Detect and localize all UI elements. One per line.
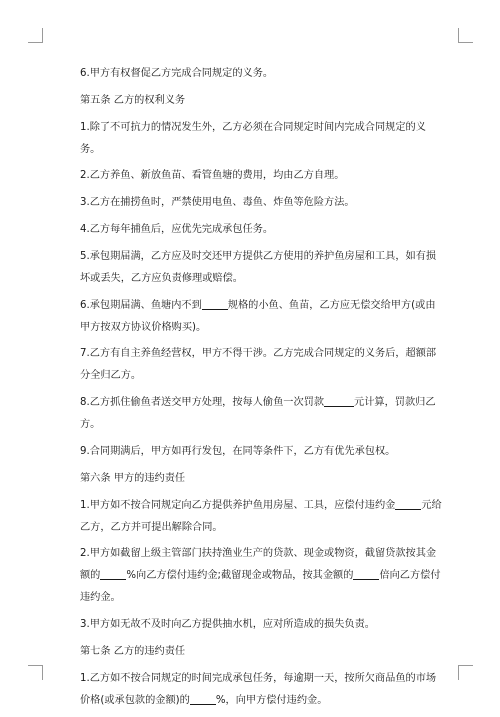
text-segment: 1.乙方如不按合同规定的时间完成承包任务，每逾期一天，按所欠商品鱼的市场价格(或承包款的金额)的 [80,672,437,706]
fill-in-blank [324,394,354,407]
crop-mark-bottom-right [458,665,473,680]
text-segment: 2.甲方如截留上级主管部门扶持渔业生产的贷款、现金或物资，截留贷款按其金额的 [80,548,437,582]
section-heading-7: 第七条 乙方的违约责任 [80,645,186,657]
crop-mark-top-left [28,28,43,43]
section-heading-5: 第五条 乙方的权利义务 [80,94,186,106]
text-segment: 8.乙方抓住偷鱼者送交甲方处理，按每人偷鱼一次罚款 [80,397,325,409]
text-segment: 1.甲方如不按合同规定向乙方提供养护鱼用房屋、工具，应偿付违约金 [80,499,396,511]
paragraph [80,543,442,609]
fill-in-blank [353,567,379,580]
paragraph [80,495,442,539]
paragraph [80,392,442,436]
fill-in-blank [190,692,216,705]
paragraph: 9.合同期满后，甲方如再行发包，在同等条件下，乙方有优先承包权。 [80,445,396,457]
text-segment: %向乙方偿付违约金;截留现金或物品，按其金额的 [126,570,354,582]
section-heading-6: 第六条 甲方的违约责任 [80,472,186,484]
paragraph: 3.甲方如无故不及时向乙方提供抽水机，应对所造成的损失负责。 [80,619,375,631]
paragraph: 5.承包期届满，乙方应及时交还甲方提供乙方使用的养护鱼房屋和工具，如有损坏或丢失，乙方应负责修理或赔偿。 [80,250,437,284]
crop-mark-top-right [458,28,473,43]
document-body [80,63,442,717]
text-segment: 6.承包期届满、鱼塘内不到 [80,299,202,311]
paragraph: 2.乙方养鱼、新放鱼苗、看管鱼塘的费用，均由乙方自理。 [80,170,345,182]
paragraph: 7.乙方有自主养鱼经营权，甲方不得干涉。乙方完成合同规定的义务后，超额部分全归乙方。 [80,348,437,382]
fill-in-blank [100,567,126,580]
paragraph [80,668,442,712]
paragraph: 4.乙方每年捕鱼后，应优先完成承包任务。 [80,223,274,235]
paragraph [80,295,442,339]
paragraph: 6.甲方有权督促乙方完成合同规定的义务。 [80,68,274,79]
text-segment: 元给乙方，乙方并可提出解除合同。 [80,499,442,533]
text-segment: 倍向乙方偿付违约金。 [80,570,441,604]
fill-in-blank [395,497,421,510]
paragraph: 1.除了不可抗力的情况发生外，乙方必须在合同规定时间内完成合同规定的义务。 [80,121,426,155]
paragraph: 3.乙方在捕捞鱼时，严禁使用电鱼、毒鱼、炸鱼等危险方法。 [80,197,355,209]
fill-in-blank [202,297,228,310]
crop-mark-bottom-left [28,665,43,680]
text-segment: 元计算，罚款归乙方。 [80,397,436,431]
text-segment: %，向甲方偿付违约金。 [215,694,328,706]
text-segment: 规格的小鱼、鱼苗，乙方应无偿交给甲方(或由甲方按双方协议价格购买)。 [80,299,436,333]
